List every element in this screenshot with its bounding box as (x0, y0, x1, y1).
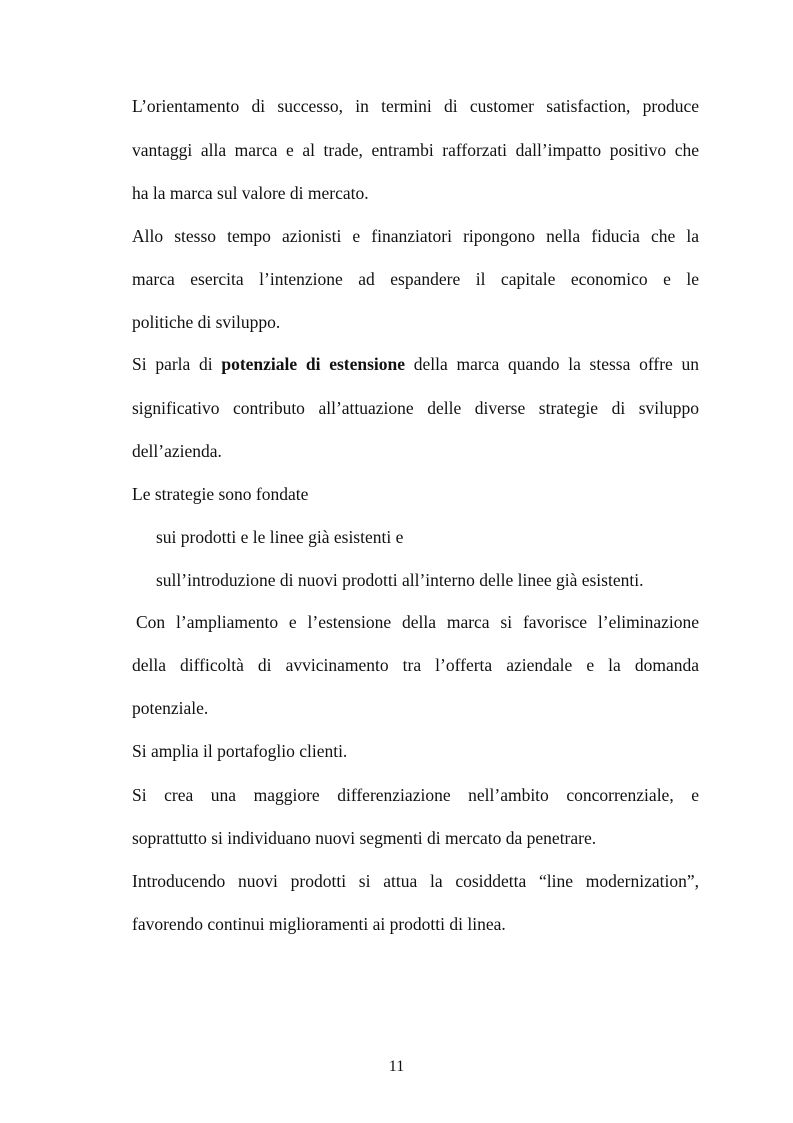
paragraph-2-line-3: politiche di sviluppo. (132, 312, 281, 332)
emphasis-potenziale-di-estensione: potenziale di estensione (221, 354, 406, 374)
paragraph-5-line-2: della difficoltà di avvicinamento tra l’offerta aziendale e la domanda (132, 655, 699, 675)
paragraph-7-line-2: soprattutto si individuano nuovi segmenti di mercato da penetrare. (132, 828, 597, 848)
paragraph-3-line-1 (132, 353, 699, 375)
list-item-1: sui prodotti e le linee già esistenti e (156, 527, 404, 547)
paragraph-7-line-1: Si crea una maggiore differenziazione nell’ambito concorrenziale, e (132, 785, 699, 805)
paragraph-1-line-3: ha la marca sul valore di mercato. (132, 183, 369, 203)
paragraph-3-text-before: Si parla di (132, 354, 213, 374)
paragraph-3-text-after: della marca quando la stessa offre un (413, 354, 700, 374)
page-number: 11 (388, 1058, 405, 1075)
paragraph-1-line-2: vantaggi alla marca e al trade, entrambi rafforzati dall’impatto positivo che (132, 140, 699, 160)
list-item-2: sull’introduzione di nuovi prodotti all’interno delle linee già esistenti. (156, 570, 644, 590)
paragraph-2-line-1: Allo stesso tempo azionisti e finanziatori ripongono nella fiducia che la (132, 226, 699, 246)
paragraph-3-line-3: dell’azienda. (132, 441, 222, 461)
paragraph-5-line-1: Con l’ampliamento e l’estensione della marca si favorisce l’eliminazione (136, 612, 699, 632)
paragraph-8-line-1: Introducendo nuovi prodotti si attua la cosiddetta “line modernization”, (132, 871, 699, 891)
paragraph-6-line-1: Si amplia il portafoglio clienti. (132, 741, 348, 761)
paragraph-5-line-3: potenziale. (132, 698, 209, 718)
paragraph-1-line-1: L’orientamento di successo, in termini di customer satisfaction, produce (132, 96, 699, 116)
paragraph-2-line-2: marca esercita l’intenzione ad espandere il capitale economico e le (132, 269, 699, 289)
paragraph-8-line-2: favorendo continui miglioramenti ai prodotti di linea. (132, 914, 506, 934)
paragraph-3-line-2: significativo contributo all’attuazione delle diverse strategie di sviluppo (132, 398, 699, 418)
paragraph-4-line-1: Le strategie sono fondate (132, 484, 309, 504)
